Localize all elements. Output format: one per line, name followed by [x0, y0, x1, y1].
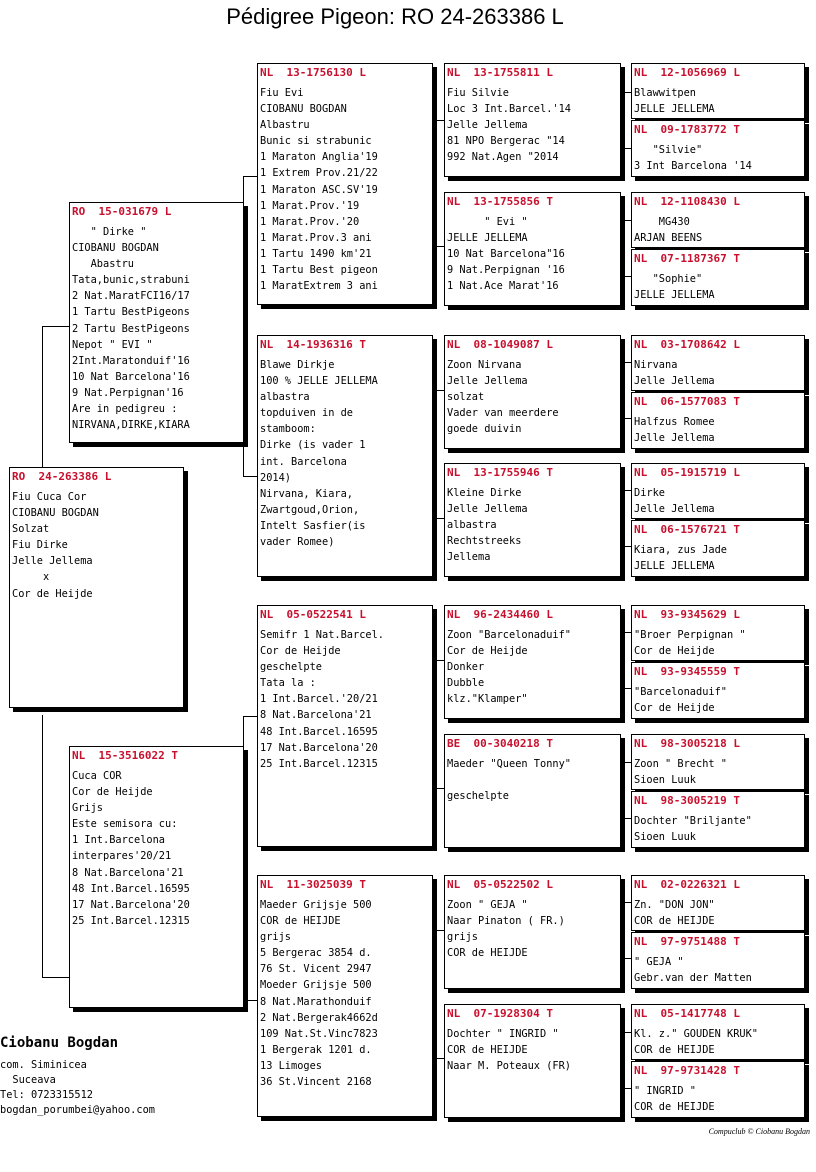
pigeon-detail-line: 1 Marat.Prov.'20	[260, 215, 360, 228]
pigeon-card-gen4-8[interactable]	[631, 520, 805, 577]
pigeon-detail-line: Bunic si strabunic	[260, 135, 372, 148]
pigeon-detail-line: Vader van meerdere	[447, 407, 559, 420]
connector-line	[621, 818, 631, 819]
pigeon-detail-line: 25 Int.Barcel.12315	[72, 914, 190, 927]
connector-line	[42, 715, 43, 977]
pigeon-details	[260, 85, 430, 294]
ring-number: NL 09-1783772 T	[634, 123, 740, 136]
pigeon-card-dds[interactable]	[444, 875, 621, 989]
pigeon-card-sire-dam[interactable]	[257, 335, 433, 577]
pigeon-detail-line: 8 Nat.Marathonduif	[260, 995, 372, 1008]
pigeon-details	[447, 485, 618, 565]
pigeon-details	[447, 1026, 618, 1074]
owner-phone: Tel: 0723315512	[0, 1089, 93, 1101]
pigeon-detail-line: 2 Nat.Bergerak4662d	[260, 1011, 378, 1024]
pigeon-detail-line: 1 Nat.Ace Marat'16	[447, 280, 559, 293]
connector-line	[433, 518, 444, 519]
pigeon-detail-line: Cor de Heijde	[260, 645, 341, 658]
pigeon-detail-line: Maeder Grijsje 500	[260, 899, 372, 911]
owner-address-line: com. Siminicea	[0, 1059, 87, 1071]
pigeon-detail-line: "Barcelonaduif"	[634, 686, 727, 698]
ring-number: NL 15-3516022 T	[72, 749, 178, 762]
pigeon-detail-line: Dochter "Briljante"	[634, 815, 752, 827]
connector-line	[42, 326, 69, 327]
ring-number: NL 05-0522541 L	[260, 608, 366, 621]
pigeon-detail-line: 1 Tartu BestPigeons	[72, 306, 190, 319]
pigeon-detail-line: Jelle Jellema	[447, 503, 528, 516]
pigeon-detail-line: Dubble	[447, 677, 485, 690]
pigeon-detail-line: grijs	[260, 931, 291, 944]
connector-line	[621, 762, 622, 818]
pigeon-detail-line: 9 Nat.Perpignan'16	[72, 386, 184, 399]
ring-number: NL 13-1755946 T	[447, 466, 553, 479]
ring-number: NL 12-1056969 L	[634, 66, 740, 79]
ring-number: NL 05-0522502 L	[447, 878, 553, 891]
pigeon-detail-line: 8 Nat.Barcelona'21	[72, 866, 184, 879]
connector-line	[621, 92, 631, 93]
pigeon-detail-line: int. Barcelona	[260, 455, 347, 468]
pigeon-card-subject[interactable]	[9, 467, 184, 708]
pigeon-detail-line: 17 Nat.Barcelona'20	[72, 898, 190, 911]
pigeon-details	[447, 897, 618, 961]
pigeon-detail-line: 1 Maraton ASC.SV'19	[260, 183, 378, 196]
connector-line	[621, 902, 622, 958]
pigeon-detail-line: 100 % JELLE JELLEMA	[260, 375, 378, 388]
pigeon-card-sdd[interactable]	[444, 463, 621, 577]
pigeon-details	[447, 357, 618, 437]
ring-number: NL 14-1936316 T	[260, 338, 366, 351]
ring-number: NL 03-1708642 L	[634, 338, 740, 351]
connector-line	[621, 688, 631, 689]
pigeon-detail-line: 48 Int.Barcel.16595	[72, 882, 190, 895]
pigeon-detail-line: "Silvie"	[634, 144, 703, 156]
pigeon-detail-line: JELLE JELLEMA	[634, 560, 715, 573]
pigeon-card-sire-sire[interactable]	[257, 63, 433, 305]
pigeon-details	[634, 214, 802, 246]
pigeon-detail-line: Jelle Jellema	[634, 432, 715, 445]
pigeon-detail-line: Dochter " INGRID "	[447, 1028, 559, 1040]
pigeon-detail-line: 8 Nat.Barcelona'21	[260, 709, 372, 722]
pigeon-detail-line: Fiu Dirke	[12, 539, 68, 552]
pigeon-card-gen4-13[interactable]	[631, 875, 805, 931]
connector-line	[433, 930, 434, 1058]
pigeon-detail-line: COR de HEIJDE	[260, 915, 341, 928]
pigeon-details	[260, 897, 430, 1090]
pigeon-card-dam-dam[interactable]	[257, 875, 433, 1117]
pigeon-card-sds[interactable]	[444, 335, 621, 449]
pigeon-detail-line: Nepot " EVI "	[72, 338, 153, 351]
pigeon-detail-line: x	[12, 571, 50, 584]
ring-number: NL 05-1915719 L	[634, 466, 740, 479]
pigeon-detail-line: Nirvana, Kiara,	[260, 487, 353, 500]
pigeon-detail-line: CIOBANU BOGDAN	[260, 103, 347, 116]
pigeon-detail-line: 2 Tartu BestPigeons	[72, 322, 190, 335]
connector-line	[621, 418, 631, 419]
owner-info	[0, 1034, 155, 1118]
pigeon-detail-line: 1 Bergerak 1201 d.	[260, 1043, 372, 1056]
connector-line	[621, 276, 631, 277]
pigeon-detail-line: Cor de Heijde	[12, 587, 93, 600]
pigeon-detail-line: COR de HEIJDE	[634, 915, 715, 928]
connector-line	[243, 1000, 257, 1001]
pigeon-detail-line: Zoon Nirvana	[447, 359, 522, 371]
connector-line	[621, 490, 631, 491]
ring-number: NL 98-3005219 T	[634, 794, 740, 807]
pigeon-details	[634, 813, 802, 845]
pigeon-detail-line: NIRVANA,DIRKE,KIARA	[72, 419, 190, 432]
pigeon-detail-line: Abastru	[72, 258, 134, 271]
ring-number: NL 97-9731428 T	[634, 1064, 740, 1077]
owner-email[interactable]: bogdan_porumbei@yahoo.com	[0, 1104, 155, 1116]
connector-line	[433, 930, 444, 931]
pigeon-details	[447, 214, 618, 294]
pigeon-detail-line: CIOBANU BOGDAN	[72, 242, 159, 255]
ring-number: NL 08-1049087 L	[447, 338, 553, 351]
connector-line	[433, 390, 434, 518]
pigeon-detail-line: 17 Nat.Barcelona'20	[260, 741, 378, 754]
pigeon-detail-line: MG430	[634, 216, 690, 228]
pigeon-detail-line: 1 Tartu Best pigeon	[260, 264, 378, 277]
connector-line	[433, 120, 444, 121]
pigeon-card-dsd[interactable]	[444, 734, 621, 848]
pigeon-detail-line: 1 Maraton Anglia'19	[260, 151, 378, 164]
pigeon-detail-line: 2014)	[260, 471, 291, 484]
ring-number: NL 98-3005218 L	[634, 737, 740, 750]
pigeon-details	[260, 627, 430, 772]
connector-line	[243, 176, 257, 177]
connector-line	[621, 92, 622, 148]
pigeon-detail-line: grijs	[447, 931, 478, 944]
pigeon-detail-line: Fiu Cuca Cor	[12, 491, 87, 503]
pigeon-detail-line: Zwartgoud,Orion,	[260, 503, 360, 516]
pigeon-detail-line: Nirvana	[634, 359, 678, 371]
pigeon-card-gen4-12[interactable]	[631, 791, 805, 848]
pigeon-card-gen4-6[interactable]	[631, 392, 805, 449]
ring-number: NL 02-0226321 L	[634, 878, 740, 891]
pigeon-detail-line: JELLE JELLEMA	[634, 103, 715, 116]
connector-line	[42, 977, 69, 978]
pigeon-detail-line: 1 Extrem Prov.21/22	[260, 167, 378, 180]
ring-number: NL 97-9751488 T	[634, 935, 740, 948]
ring-number: NL 06-1576721 T	[634, 523, 740, 536]
pigeon-detail-line: Jelle Jellema	[634, 375, 715, 388]
pigeon-details	[634, 954, 802, 986]
pigeon-detail-line: 2Int.Maratonduif'16	[72, 354, 190, 367]
pigeon-detail-line: Dirke (is vader 1	[260, 439, 366, 452]
pigeon-detail-line: 1 Marat.Prov.3 ani	[260, 231, 372, 244]
pigeon-details	[447, 756, 618, 804]
pigeon-details	[12, 489, 181, 602]
pigeon-card-gen4-16[interactable]	[631, 1061, 805, 1118]
pigeon-detail-line: 992 Nat.Agen "2014	[447, 151, 559, 164]
connector-line	[621, 902, 631, 903]
pigeon-detail-line: goede duivin	[447, 423, 522, 436]
pigeon-detail-line: Kiara, zus Jade	[634, 544, 727, 556]
pigeon-card-dss[interactable]	[444, 605, 621, 719]
pigeon-detail-line: Naar M. Poteaux (FR)	[447, 1060, 571, 1073]
pigeon-detail-line: Jelle Jellema	[447, 119, 528, 132]
pigeon-detail-line: Jellema	[447, 551, 491, 564]
pigeon-detail-line: Moeder Grijsje 500	[260, 979, 372, 992]
pigeon-details	[634, 627, 802, 659]
ring-number: NL 12-1108430 L	[634, 195, 740, 208]
pigeon-card-gen4-9[interactable]	[631, 605, 805, 661]
pigeon-detail-line: CIOBANU BOGDAN	[12, 507, 99, 520]
pigeon-card-ddd[interactable]	[444, 1004, 621, 1118]
pigeon-detail-line: 10 Nat Barcelona"16	[447, 248, 565, 261]
pigeon-detail-line: Tata,bunic,strabuni	[72, 274, 190, 287]
pigeon-detail-line: "Broer Perpignan "	[634, 629, 746, 641]
connector-line	[433, 1058, 444, 1059]
pigeon-detail-line: JELLE JELLEMA	[447, 232, 528, 245]
pigeon-detail-line: vader Romee)	[260, 536, 335, 549]
pigeon-detail-line: Zoon " GEJA "	[447, 899, 528, 911]
pigeon-detail-line: klz."Klamper"	[447, 693, 528, 706]
pigeon-card-sss[interactable]	[444, 63, 621, 177]
pigeon-detail-line: solzat	[447, 391, 485, 404]
pigeon-detail-line: Jelle Jellema	[634, 503, 715, 516]
pigeon-detail-line: 1 MaratExtrem 3 ani	[260, 280, 378, 293]
ring-number: NL 96-2434460 L	[447, 608, 553, 621]
pigeon-detail-line: 1 Int.Barcel.'20/21	[260, 693, 378, 706]
pigeon-detail-line: Solzat	[12, 523, 50, 536]
pigeon-details	[260, 357, 430, 550]
pigeon-card-gen4-15[interactable]	[631, 1004, 805, 1060]
pigeon-detail-line: Sioen Luuk	[634, 831, 696, 844]
ring-number: NL 13-1755856 T	[447, 195, 553, 208]
pigeon-detail-line: Albastru	[260, 119, 310, 132]
pigeon-detail-line: 1 Tartu 1490 km'21	[260, 247, 372, 260]
ring-number: NL 07-1928304 T	[447, 1007, 553, 1020]
pigeon-detail-line: Zoon " Brecht "	[634, 758, 727, 770]
pigeon-detail-line: Fiu Silvie	[447, 87, 509, 99]
pigeon-detail-line: COR de HEIJDE	[634, 1044, 715, 1057]
pigeon-detail-line: Semifr 1 Nat.Barcel.	[260, 629, 384, 641]
connector-line	[621, 148, 631, 149]
pigeon-details	[634, 85, 802, 117]
pigeon-detail-line: Kleine Dirke	[447, 487, 522, 499]
pigeon-details	[634, 414, 802, 446]
pigeon-card-gen4-10[interactable]	[631, 662, 805, 719]
connector-line	[433, 246, 444, 247]
pigeon-detail-line: " Evi "	[447, 216, 528, 228]
pigeon-details	[72, 768, 241, 929]
pigeon-detail-line: Dirke	[634, 487, 665, 499]
pigeon-detail-line: Fiu Evi	[260, 87, 304, 99]
ring-number: NL 13-1755811 L	[447, 66, 553, 79]
footer-credit: Compuclub © Ciobanu Bogdan	[708, 1127, 810, 1136]
pigeon-detail-line: 1 Int.Barcelona	[72, 834, 165, 847]
pigeon-detail-line: Donker	[447, 661, 485, 674]
pigeon-detail-line: 3 Int Barcelona '14	[634, 160, 752, 173]
connector-line	[433, 390, 444, 391]
pigeon-detail-line: 25 Int.Barcel.12315	[260, 757, 378, 770]
pigeon-detail-line: 48 Int.Barcel.16595	[260, 725, 378, 738]
pigeon-detail-line: Cor de Heijde	[634, 702, 715, 715]
ring-number: NL 07-1187367 T	[634, 252, 740, 265]
pigeon-detail-line: Maeder "Queen Tonny"	[447, 758, 571, 770]
pigeon-details	[634, 1083, 802, 1115]
pigeon-detail-line: 10 Nat Barcelona'16	[72, 370, 190, 383]
connector-line	[621, 632, 631, 633]
pigeon-details	[634, 756, 802, 788]
pigeon-detail-line: Sioen Luuk	[634, 774, 696, 787]
pigeon-detail-line: Rechtstreeks	[447, 535, 522, 548]
pigeon-detail-line: Loc 3 Int.Barcel.'14	[447, 103, 571, 116]
pigeon-card-ssd[interactable]	[444, 192, 621, 306]
pigeon-card-sire[interactable]	[69, 202, 244, 443]
connector-line	[433, 788, 444, 789]
pigeon-detail-line: Are in pedigreu :	[72, 403, 178, 416]
pigeon-detail-line: Jelle Jellema	[447, 375, 528, 388]
pigeon-card-gen4-11[interactable]	[631, 734, 805, 790]
pigeon-detail-line: Kl. z." GOUDEN KRUK"	[634, 1028, 758, 1040]
pigeon-details	[634, 357, 802, 389]
owner-name: Ciobanu Bogdan	[0, 1035, 119, 1051]
connector-line	[243, 716, 257, 717]
pigeon-detail-line: Blawwitpen	[634, 87, 696, 99]
connector-line	[433, 660, 444, 661]
pigeon-detail-line: topduiven in de	[260, 407, 353, 420]
pigeon-detail-line: Cor de Heijde	[634, 645, 715, 658]
pigeon-detail-line: " GEJA "	[634, 956, 684, 968]
connector-line	[621, 1088, 631, 1089]
pigeon-details	[634, 142, 802, 174]
connector-line	[621, 632, 622, 688]
pigeon-detail-line: Tata la :	[260, 677, 316, 690]
pigeon-detail-line: 1 Marat.Prov.'19	[260, 199, 360, 212]
connector-line	[243, 476, 257, 477]
connector-line	[42, 326, 43, 467]
pigeon-details	[72, 224, 241, 433]
pigeon-details	[447, 627, 618, 707]
connector-line	[621, 1032, 622, 1088]
pigeon-detail-line: COR de HEIJDE	[447, 947, 528, 960]
ring-number: NL 06-1577083 T	[634, 395, 740, 408]
ring-number: RO 15-031679 L	[72, 205, 172, 218]
pigeon-detail-line: 76 St. Vicent 2947	[260, 963, 372, 976]
pigeon-detail-line: 81 NPO Bergerac "14	[447, 135, 565, 148]
pigeon-detail-line: geschelpte	[260, 661, 322, 674]
pigeon-detail-line	[447, 772, 618, 788]
pigeon-detail-line: 36 St.Vincent 2168	[260, 1076, 372, 1089]
pigeon-detail-line: 2 Nat.MaratFCI16/17	[72, 290, 190, 303]
pigeon-details	[634, 542, 802, 574]
pigeon-card-gen4-2[interactable]	[631, 120, 805, 177]
connector-line	[621, 958, 631, 959]
pigeon-card-gen4-5[interactable]	[631, 335, 805, 391]
pigeon-detail-line: Intelt Sasfier(is	[260, 519, 366, 532]
pigeon-detail-line: 5 Bergerac 3854 d.	[260, 947, 372, 960]
pigeon-details	[634, 271, 802, 303]
pigeon-detail-line: Zoon "Barcelonaduif"	[447, 629, 571, 641]
pigeon-detail-line: "Sophie"	[634, 273, 703, 285]
connector-line	[621, 362, 622, 418]
pigeon-detail-line: 13 Limoges	[260, 1059, 322, 1072]
pigeon-detail-line: albastra	[260, 391, 310, 404]
pigeon-detail-line: interpares'20/21	[72, 850, 172, 863]
pigeon-card-dam-sire[interactable]	[257, 605, 433, 847]
connector-line	[621, 490, 622, 546]
pigeon-detail-line: stamboom:	[260, 423, 316, 436]
owner-address-line: Suceava	[0, 1074, 56, 1086]
ring-number: RO 24-263386 L	[12, 470, 112, 483]
pigeon-detail-line: Blawe Dirkje	[260, 359, 335, 371]
pigeon-detail-line: Este semisora cu:	[72, 818, 178, 831]
pigeon-details	[634, 1026, 802, 1058]
pigeon-detail-line: COR de HEIJDE	[634, 1101, 715, 1114]
pigeon-detail-line: Naar Pinaton ( FR.)	[447, 915, 565, 928]
pigeon-details	[634, 485, 802, 517]
pigeon-detail-line: Cor de Heijde	[447, 645, 528, 658]
pigeon-detail-line: " INGRID "	[634, 1085, 696, 1097]
pigeon-detail-line: ARJAN BEENS	[634, 232, 703, 245]
connector-line	[621, 362, 631, 363]
pigeon-detail-line: Halfzus Romee	[634, 416, 715, 428]
pigeon-card-gen4-14[interactable]	[631, 932, 805, 989]
connector-line	[621, 546, 631, 547]
pigeon-detail-line: Zn. "DON JON"	[634, 899, 715, 911]
connector-line	[621, 220, 622, 276]
pigeon-detail-line: JELLE JELLEMA	[634, 289, 715, 302]
pigeon-details	[447, 85, 618, 165]
pigeon-card-gen4-3[interactable]	[631, 192, 805, 248]
pigeon-detail-line: Jelle Jellema	[12, 555, 93, 568]
connector-line	[621, 220, 631, 221]
connector-line	[621, 762, 631, 763]
ring-number: NL 11-3025039 T	[260, 878, 366, 891]
ring-number: NL 13-1756130 L	[260, 66, 366, 79]
pigeon-card-dam[interactable]	[69, 746, 244, 1008]
pigeon-detail-line: " Dirke "	[72, 226, 147, 238]
pigeon-card-gen4-4[interactable]	[631, 249, 805, 306]
ring-number: NL 93-9345559 T	[634, 665, 740, 678]
ring-number: BE 00-3040218 T	[447, 737, 553, 750]
page-title: Pédigree Pigeon: RO 24-263386 L	[226, 4, 564, 29]
ring-number: NL 05-1417748 L	[634, 1007, 740, 1020]
pigeon-detail-line: 9 Nat.Perpignan '16	[447, 264, 565, 277]
pigeon-detail-line: 109 Nat.St.Vinc7823	[260, 1027, 378, 1040]
pigeon-detail-line: Gebr.van der Matten	[634, 972, 752, 985]
connector-line	[433, 660, 434, 788]
pigeon-detail-line: Cuca COR	[72, 770, 122, 782]
connector-line	[433, 120, 434, 246]
pigeon-details	[634, 897, 802, 929]
pigeon-details	[634, 684, 802, 716]
pigeon-detail-line: albastra	[447, 519, 497, 532]
connector-line	[621, 1032, 631, 1033]
pigeon-detail-line: COR de HEIJDE	[447, 1044, 528, 1057]
ring-number: NL 93-9345629 L	[634, 608, 740, 621]
pigeon-detail-line: Cor de Heijde	[72, 786, 153, 799]
pigeon-card-gen4-7[interactable]	[631, 463, 805, 519]
pigeon-detail-line: Grijs	[72, 802, 103, 815]
pigeon-detail-line: geschelpte	[447, 790, 509, 803]
pigeon-card-gen4-1[interactable]	[631, 63, 805, 119]
